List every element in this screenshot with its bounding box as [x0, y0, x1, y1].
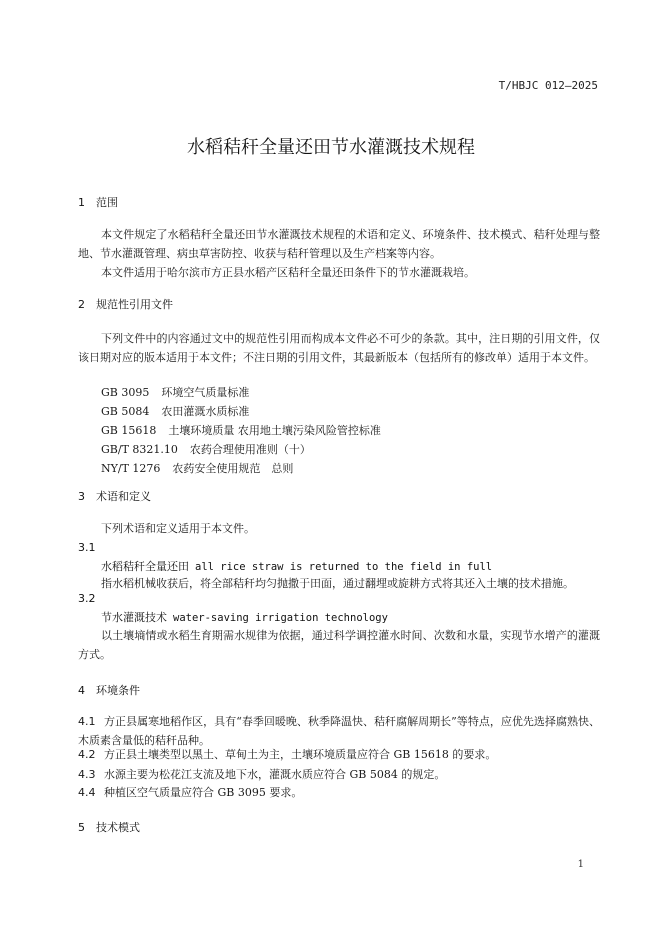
reference-code: NY/T 1276: [101, 462, 161, 475]
section-4-heading: [78, 682, 140, 698]
term-definition: 指水稻机械收获后，将全部秸秆均匀抛撒于田面，通过翻埋或旋耕方式将其还入土壤的技术措施。: [101, 577, 574, 590]
section-title: 范围: [96, 196, 118, 209]
section-1-heading: [78, 194, 118, 210]
section-1-paragraph-2: 本文件适用于哈尔滨市方正县水稻产区秸秆全量还田条件下的节水灌溉栽培。: [101, 266, 475, 279]
section-number: 1: [78, 196, 85, 209]
reference-item: [101, 383, 601, 402]
clause-item: [78, 783, 600, 802]
reference-item: [101, 459, 601, 478]
reference-code: GB 5084: [101, 405, 150, 418]
term-zh: 水稻秸秆全量还田: [101, 560, 189, 573]
section-title: 技术模式: [96, 821, 140, 834]
section-number: 5: [78, 821, 85, 834]
term-heading: [101, 609, 388, 625]
term-en: all rice straw is returned to the field in full: [195, 561, 493, 573]
reference-name: 农药安全使用规范 总则: [172, 462, 294, 475]
clause-item: [78, 765, 600, 784]
clause-number: 4.3: [78, 768, 96, 781]
reference-name: 土壤环境质量 农用地土壤污染风险管控标准: [168, 424, 381, 437]
clause-number: 4.2: [78, 748, 96, 761]
reference-code: GB/T 8321.10: [101, 443, 178, 456]
reference-code: GB 15618: [101, 424, 157, 437]
reference-item: [101, 402, 601, 421]
reference-name: 环境空气质量标准: [161, 386, 250, 399]
section-number: 2: [78, 298, 85, 311]
standard-code: T/HBJC 012—2025: [498, 79, 598, 92]
section-5-heading: [78, 819, 140, 835]
reference-item: [101, 440, 601, 459]
term-en: water-saving irrigation technology: [173, 612, 388, 624]
term-zh: 节水灌溉技术: [101, 611, 167, 624]
clause-text: 种植区空气质量应符合 GB 3095 要求。: [104, 786, 303, 799]
term-definition: 以土壤墒情或水稻生育期需水规律为依据，通过科学调控灌水时间、次数和水量，实现节水增产的灌溉方式。: [78, 629, 600, 661]
section-1-paragraph-1: 本文件规定了水稻秸秆全量还田节水灌溉技术规程的术语和定义、环境条件、技术模式、秸秆处理与整地、节水灌溉管理、病虫草害防控、收获与秸秆管理以及生产档案等内容。: [78, 228, 600, 260]
section-title: 规范性引用文件: [96, 298, 173, 311]
reference-code: GB 3095: [101, 386, 150, 399]
section-title: 环境条件: [96, 684, 140, 697]
section-number: 4: [78, 684, 85, 697]
reference-name: 农药合理使用准则（十）: [189, 443, 311, 456]
term-number: 3.2: [78, 592, 96, 605]
reference-item: [101, 421, 601, 440]
section-2-intro: 下列文件中的内容通过文中的规范性引用而构成本文件必不可少的条款。其中，注日期的引用文件，仅该日期对应的版本适用于本文件；不注日期的引用文件，其最新版本（包括所有的修改单）适用于本文件。: [78, 332, 600, 364]
section-title: 术语和定义: [96, 490, 151, 503]
clause-text: 方正县属寒地稻作区，具有“春季回暖晚、秋季降温快、秸秆腐解周期长”等特点，应优先选择腐熟快、木质素含量低的秸秆品种。: [78, 715, 600, 747]
clause-number: 4.1: [78, 715, 96, 728]
clause-number: 4.4: [78, 786, 96, 799]
term-heading: [101, 558, 492, 574]
page-number: 1: [577, 859, 584, 870]
term-number: 3.1: [78, 541, 96, 554]
document-title: 水稻秸秆全量还田节水灌溉技术规程: [187, 137, 475, 158]
clause-text: 水源主要为松花江支流及地下水，灌溉水质应符合 GB 5084 的规定。: [104, 768, 446, 781]
section-3-heading: [78, 488, 151, 504]
reference-name: 农田灌溉水质标准: [161, 405, 250, 418]
section-number: 3: [78, 490, 85, 503]
clause-text: 方正县土壤类型以黑土、草甸土为主，土壤环境质量应符合 GB 15618 的要求。: [104, 748, 497, 761]
section-3-intro: 下列术语和定义适用于本文件。: [101, 522, 255, 535]
section-2-heading: [78, 296, 173, 312]
clause-item: [78, 745, 600, 764]
